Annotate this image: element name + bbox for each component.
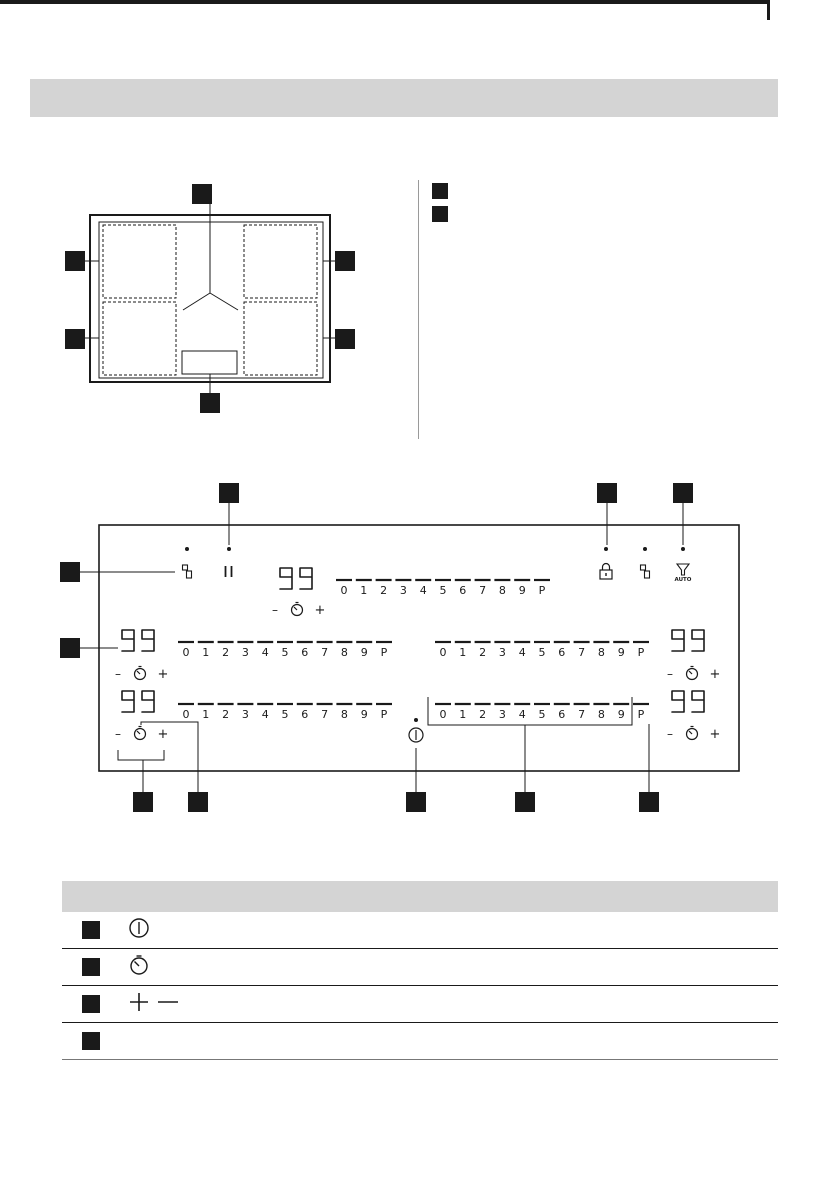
power-level-label: 8 xyxy=(498,584,506,597)
timer-icon xyxy=(135,667,146,680)
cooking-zone-display xyxy=(280,568,312,589)
plus-button: + xyxy=(157,667,169,682)
callout-marker xyxy=(133,792,153,812)
minus-button: – xyxy=(667,727,673,741)
timer-controls[interactable] xyxy=(667,727,720,743)
callout-marker xyxy=(406,792,426,812)
timer-icon xyxy=(687,667,698,680)
power-level-label: 5 xyxy=(281,708,289,721)
table-row xyxy=(62,1023,778,1060)
segment-digit xyxy=(672,691,684,712)
power-level-label: 6 xyxy=(301,708,309,721)
timer-controls[interactable] xyxy=(272,603,325,619)
plus-button: + xyxy=(157,727,169,742)
timer-icon xyxy=(292,603,303,616)
power-level-label: 6 xyxy=(301,646,309,659)
callout-marker xyxy=(673,483,693,503)
power-level-label: 2 xyxy=(479,646,487,659)
row-marker xyxy=(82,995,100,1013)
power-level-label: 3 xyxy=(399,584,407,597)
segment-digit xyxy=(142,630,154,651)
callout-marker xyxy=(200,393,220,413)
power-level-label: 1 xyxy=(202,708,210,721)
callout-marker xyxy=(188,792,208,812)
legend-separator xyxy=(418,180,419,439)
power-level-label: 3 xyxy=(498,708,506,721)
callout-marker xyxy=(335,251,355,271)
description-cell xyxy=(417,912,778,949)
plus-button: + xyxy=(314,603,326,618)
zone-rear-right xyxy=(244,302,317,375)
function-cell xyxy=(112,1023,417,1060)
segment-digit xyxy=(300,568,312,589)
power-level-label: 5 xyxy=(439,584,447,597)
zone-front-left xyxy=(103,225,176,298)
power-level-label: 8 xyxy=(340,646,348,659)
power-level-label: 0 xyxy=(439,646,447,659)
cooking-zone-display xyxy=(122,630,154,651)
row-marker xyxy=(82,1032,100,1050)
plus-button: + xyxy=(709,667,721,682)
power-level-label: 3 xyxy=(241,708,249,721)
plus-button: + xyxy=(709,727,721,742)
power-level-label: 2 xyxy=(479,708,487,721)
power-level-label: 4 xyxy=(261,646,269,659)
segment-digit xyxy=(692,691,704,712)
cooking-zone-display xyxy=(122,691,154,712)
power-level-label: 5 xyxy=(538,708,546,721)
power-level-label: 7 xyxy=(578,708,586,721)
power-level-label: 6 xyxy=(558,708,566,721)
timer-controls[interactable] xyxy=(115,727,168,743)
power-level-label: 8 xyxy=(597,708,605,721)
control-panel-diagram xyxy=(0,470,839,820)
power-icon xyxy=(128,917,150,944)
callout-marker xyxy=(60,638,80,658)
callout-marker xyxy=(639,792,659,812)
row-marker xyxy=(82,958,100,976)
power-level-label: 7 xyxy=(479,584,487,597)
power-level-label: 7 xyxy=(321,646,329,659)
plus-minus-icon xyxy=(128,991,180,1018)
description-cell xyxy=(417,1023,778,1060)
callout-marker xyxy=(65,251,85,271)
power-level-label: 9 xyxy=(360,708,368,721)
cooking-surface-diagram xyxy=(55,180,365,420)
power-level-label: P xyxy=(637,708,645,721)
row-marker xyxy=(82,921,100,939)
auto-label: AUTO xyxy=(674,577,692,583)
power-scale-left-bottom[interactable] xyxy=(178,704,392,721)
timer-icon xyxy=(135,727,146,740)
timer-controls[interactable] xyxy=(115,667,168,683)
power-level-label: P xyxy=(538,584,546,597)
pause-icon xyxy=(226,566,232,577)
segment-digit xyxy=(692,630,704,651)
power-level-label: 8 xyxy=(340,708,348,721)
timer-icon xyxy=(128,954,150,981)
power-level-label: P xyxy=(380,708,388,721)
callout-marker xyxy=(335,329,355,349)
power-level-label: 1 xyxy=(459,708,467,721)
power-level-label: 7 xyxy=(578,646,586,659)
segment-digit xyxy=(280,568,292,589)
legend-marker-2 xyxy=(432,206,448,222)
zone-rear-left xyxy=(103,302,176,375)
power-scale-right-bottom[interactable] xyxy=(435,704,649,721)
power-scale-right-middle[interactable] xyxy=(435,642,649,659)
power-level-label: 6 xyxy=(459,584,467,597)
table-row xyxy=(62,986,778,1023)
segment-digit xyxy=(142,691,154,712)
controls-table xyxy=(62,881,778,1060)
legend-marker-1 xyxy=(432,183,448,199)
hob-inner-frame xyxy=(99,222,323,378)
segment-digit xyxy=(672,630,684,651)
description-cell xyxy=(417,986,778,1023)
column-header xyxy=(112,881,417,912)
control-panel-area xyxy=(182,351,237,374)
segment-digit xyxy=(122,691,134,712)
table-row xyxy=(62,912,778,949)
power-level-label: 2 xyxy=(222,708,230,721)
power-level-label: P xyxy=(637,646,645,659)
power-level-label: 4 xyxy=(518,708,526,721)
page-top-rule xyxy=(0,0,770,4)
power-level-label: 4 xyxy=(419,584,427,597)
bridge-icon xyxy=(183,565,192,578)
segment-digit xyxy=(122,630,134,651)
power-level-label: 2 xyxy=(380,584,388,597)
power-level-label: 3 xyxy=(241,646,249,659)
power-level-label: 0 xyxy=(182,646,190,659)
timer-controls[interactable] xyxy=(667,667,720,683)
power-level-label: 9 xyxy=(617,646,625,659)
description-cell xyxy=(417,949,778,986)
power-level-label: P xyxy=(380,646,388,659)
power-level-label: 1 xyxy=(360,584,368,597)
callout-marker xyxy=(597,483,617,503)
power-level-label: 8 xyxy=(597,646,605,659)
lock-icon xyxy=(600,564,612,580)
power-scale-left-middle[interactable] xyxy=(178,642,392,659)
minus-button: – xyxy=(115,667,121,681)
timer-icon xyxy=(687,727,698,740)
power-level-label: 6 xyxy=(558,646,566,659)
minus-button: – xyxy=(667,667,673,681)
callout-marker xyxy=(60,562,80,582)
power-level-label: 5 xyxy=(281,646,289,659)
cooking-zone-display xyxy=(672,630,704,651)
section-title-band xyxy=(30,79,778,117)
column-header xyxy=(417,881,778,912)
power-level-label: 0 xyxy=(439,708,447,721)
callout-marker xyxy=(515,792,535,812)
power-level-label: 1 xyxy=(459,646,467,659)
power-level-label: 9 xyxy=(518,584,526,597)
power-level-label: 4 xyxy=(518,646,526,659)
callout-marker xyxy=(192,184,212,204)
power-level-label: 1 xyxy=(202,646,210,659)
minus-button: – xyxy=(115,727,121,741)
hob-hood-icon xyxy=(677,564,689,575)
page-top-rule-tick xyxy=(767,0,770,20)
power-level-label: 9 xyxy=(617,708,625,721)
table-row xyxy=(62,949,778,986)
zone-front-right xyxy=(244,225,317,298)
callout-marker xyxy=(65,329,85,349)
power-level-label: 7 xyxy=(321,708,329,721)
power-level-label: 0 xyxy=(182,708,190,721)
power-level-label: 4 xyxy=(261,708,269,721)
power-level-label: 9 xyxy=(360,646,368,659)
callout-marker xyxy=(219,483,239,503)
power-level-label: 3 xyxy=(498,646,506,659)
bridge-icon xyxy=(641,565,650,578)
minus-button: – xyxy=(272,603,278,617)
power-level-label: 5 xyxy=(538,646,546,659)
power-level-label: 0 xyxy=(340,584,348,597)
power-level-label: 2 xyxy=(222,646,230,659)
power-scale-top[interactable] xyxy=(336,580,550,597)
power-icon xyxy=(409,728,423,742)
cooking-zone-display xyxy=(672,691,704,712)
column-header xyxy=(62,881,112,912)
